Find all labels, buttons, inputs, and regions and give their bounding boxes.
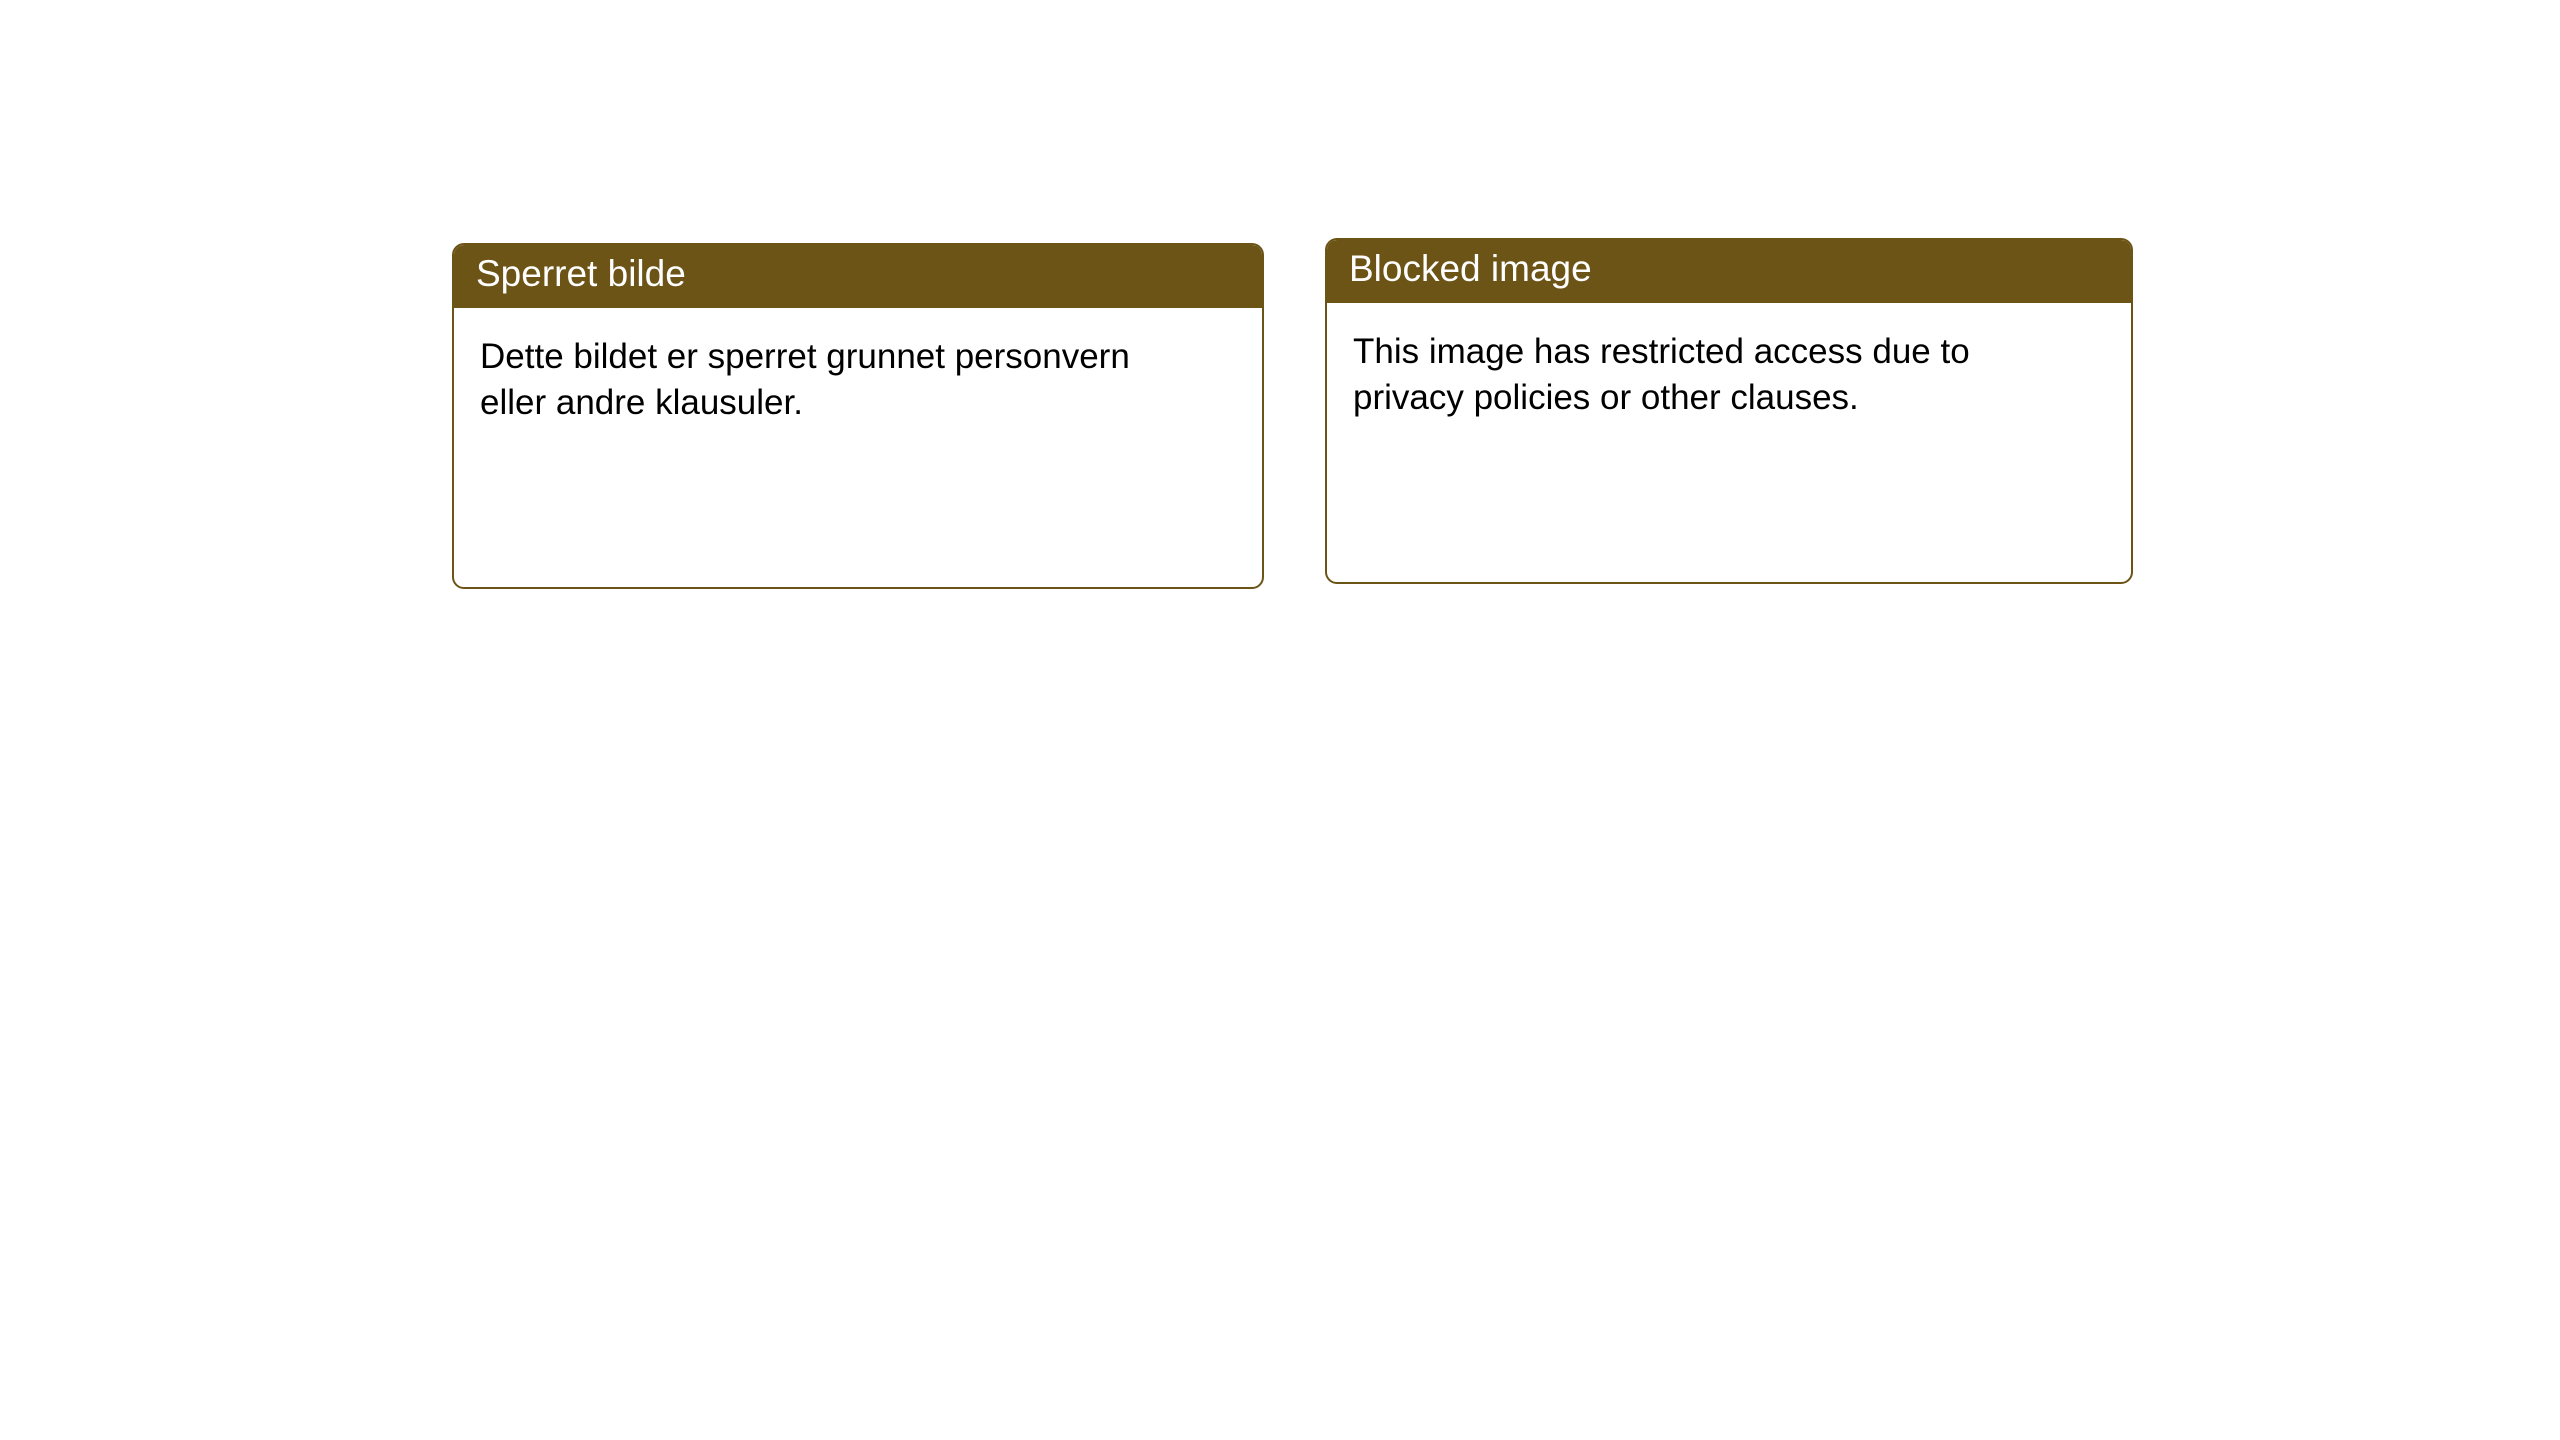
blocked-image-notice-english [1325, 238, 2133, 584]
blocked-image-notice-norwegian [452, 243, 1264, 589]
notice-message-norwegian: Dette bildet er sperret grunnet personvern eller andre klausuler. [480, 336, 1130, 423]
notice-message-english: This image has restricted access due to privacy policies or other clauses. [1353, 331, 1970, 418]
notice-title-norwegian: Sperret bilde [454, 245, 1262, 308]
notice-title-english: Blocked image [1327, 240, 2131, 303]
